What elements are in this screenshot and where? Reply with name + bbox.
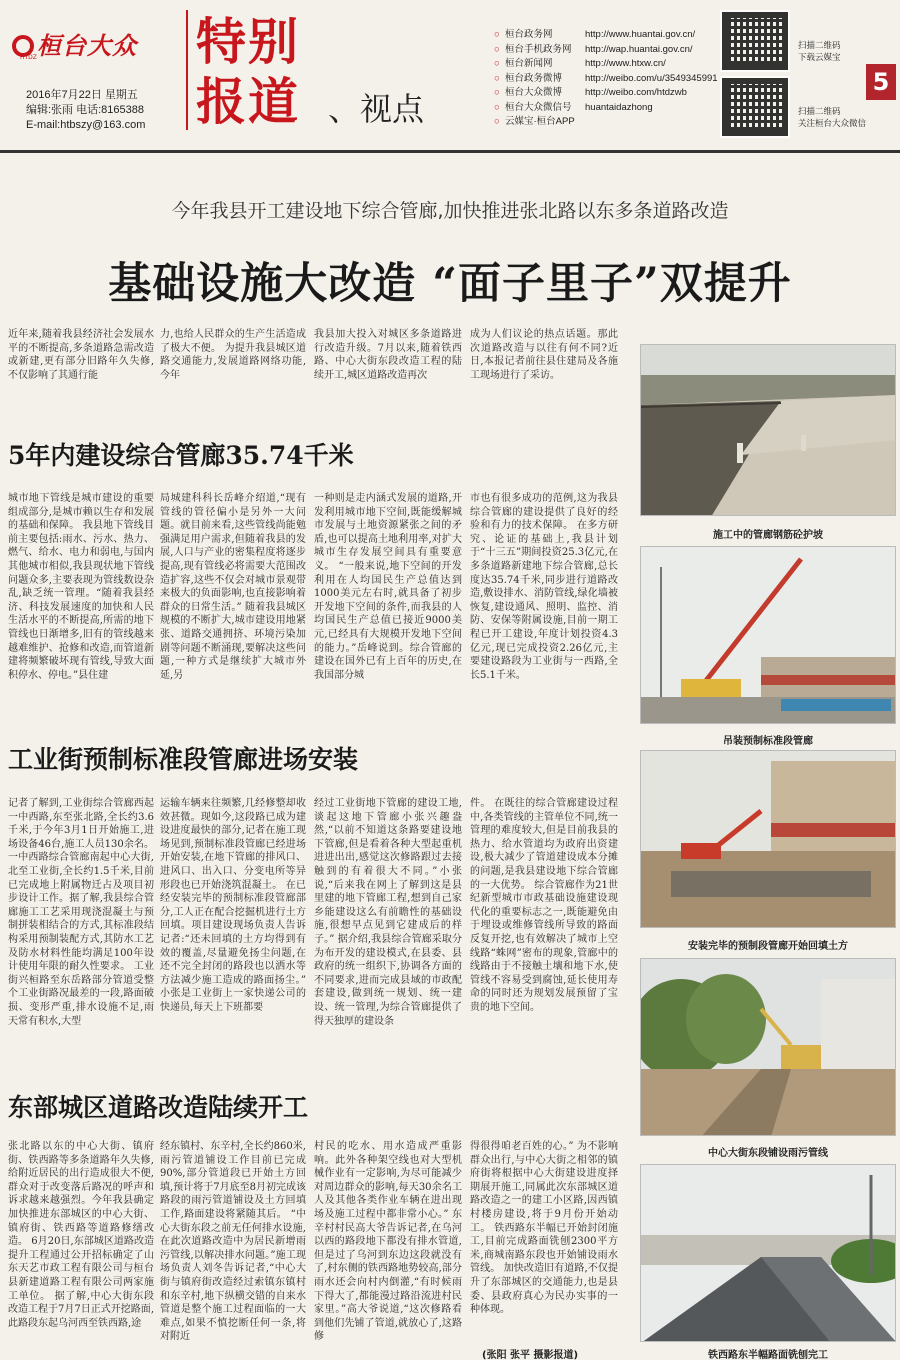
qr-code-wechat[interactable]	[722, 78, 788, 136]
masthead-rule	[0, 150, 900, 153]
photo-caption-4: 中心大街东段铺设雨污管线	[708, 1148, 828, 1159]
photo-milled-road	[640, 1164, 896, 1342]
bullet-icon: ○	[494, 43, 500, 55]
photo-caption-1: 施工中的管廊钢筋砼护坡	[713, 530, 823, 541]
photo-credit: (张阳 张平 摄影报道)	[482, 1350, 579, 1360]
section-2-col-1: 记者了解到,工业街综合管廊西起一中西路,东至张北路,全长约3.6千米,于今年3月1日开始施工,进场设备46台,施工人员130余名。一中西路综合管廊南起中心大街,北至工业街,全长约1.5千米,目前已完成地上附属物迁占及项目初步设计工作。据了解,我县综合管廊施工工艺采用现浇混凝土与预制拼装相结合的方式,其标准段结构采用预制装配方式,其防水工艺及防水材料性能均满足100年设计使用年限的耐久性要求。 工业街兴桓路至东岳路部分管道受整个工业街路况最差的一段,路面破损、变形严重,排水设施不足,雨天常有积水,大型	[8, 798, 154, 1027]
photo-backfill	[640, 750, 896, 928]
issue-date: 2016年7月22日 星期五	[26, 89, 138, 101]
page-number-badge: 5	[866, 64, 896, 100]
contact-item[interactable]: ○ 桓台政务微博 http://weibo.com/u/3549345991	[494, 72, 718, 87]
logo-text: 桓台大众	[37, 31, 137, 60]
intro-col-3: 我县加大投入对城区多条道路进行改造升级。7月以来,随着铁西路、中心大街东段改造工程的陆续开工,城区道路改造再次	[314, 329, 462, 381]
contact-item[interactable]: ○ 桓台手机政务网 http://wap.huantai.gov.cn/	[494, 43, 718, 58]
photo-crane-lifting	[640, 546, 896, 724]
photo-caption-5: 铁西路东半幅路面铣刨完工	[708, 1350, 828, 1360]
qr-label-wechat: 扫描二维码 关注桓台大众微信	[798, 107, 867, 129]
backfill-photo-graphic	[641, 751, 896, 928]
bullet-icon: ○	[494, 116, 500, 127]
email-line: E-mail:htbszy@163.com	[26, 119, 146, 131]
logo-subtext: HTDZ	[20, 54, 37, 61]
bullet-icon: ○	[494, 72, 500, 84]
road-photo-graphic	[641, 1165, 896, 1342]
contact-item[interactable]: ○ 桓台大众微博 http://weibo.com/htdzwb	[494, 86, 718, 101]
editor-line: 编辑:张雨 电话:8165388	[26, 104, 144, 116]
contact-list	[494, 28, 718, 130]
qr-code-app[interactable]	[722, 12, 788, 70]
photo-trench-retaining-wall	[640, 344, 896, 516]
section-3-col-1: 张北路以东的中心大街、镇府街、铁西路等多条道路年久失修,给附近居民的出行造成很大不便,群众对于改变落后路况的呼声和诉求越来越强烈。今年我县确定加快推进东部城区的中心大街、镇府街、铁西路等道路修缮改造。 6月20日,东部城区道路改造提升工程通过公开招标确定了山东天艺市政工程有限公司与桓台县新建道路工程有限公司两家施工单位。 据了解,中心大街东段改造工程于7月7日正式开挖路面,此路段东起乌河西至铁西路,途	[8, 1141, 154, 1329]
section-2-col-4: 件。 在既往的综合管廊建设过程中,各类管线的主管单位不同,统一管理的难度较大,但是目前我县的热力、给水管道均为政府出资建设,极大减少了管道建设成本分摊的问题,是我县建设地下综合管廊的一大优势。 综合管廊作为21世纪新型城市市政基础设施建设现代化的重要标志之一,既能避免由于埋设或维修管线所导致的路面反复开挖,也有效解决了城市上空线路“蛛网”密布的现象,管廊中的线路由于不接触土壤和地下水,使管线不容易受到腐蚀,延长使用寿命的同时还为规划发展预留了宝贵的地下空间。	[470, 798, 618, 1013]
section-3-col-4: 得很得咱老百姓的心。” 为不影响群众出行,与中心大街之相邻的镇府街将根据中心大街建设进度择期展开施工,同属此次东部城区道路改造之一的建工小区路,因西镇村楼房建设,将于9月份开始动工。 铁西路东半幅已开始封闭施工,目前完成路面铣刨2300平方米,商城南路东段也开始铺设雨水管线。 加快改造旧有道路,不仅提升了东部城区的交通能力,也是县委、县政府真心为民办实事的一种体现。	[470, 1141, 618, 1316]
contact-item[interactable]: ○ 桓台大众微信号 huantaidazhong	[494, 101, 718, 116]
photo-caption-2: 吊装预制标准段管廊	[723, 736, 813, 747]
column-name: 、 视点	[328, 84, 424, 130]
section-3-col-3: 村民的吃水、用水造成严重影响。此外各种架空线也对大型机械作业有一定影响,为尽可能减少对周边群众的影响,每天30余名工人及其他各类作业车辆在进出现场及施工过程中都非常小心。” 东辛村村民高大爷告诉记者,在乌河以西的路段地下都没有排水管道,但是过了乌河到东边这段就没有了,村东侧的铁西路地势较高,部分雨水还会向村内倒灌,“有时候雨下得大了,都能漫过路沿流进村民家里。”高大爷说道,“这次修路看到他们先铺了管道,就放心了,这路修	[314, 1141, 462, 1343]
masthead-divider	[186, 10, 188, 130]
section-1-col-1: 城市地下管线是城市建设的重要组成部分,是城市赖以生存和发展的基础和保障。 我县地下管线目前主要包括:雨水、污水、热力、燃气、给水、电力和弱电,与国内其他城市相似,我县现状地下管线问题众多,主要表现为管线数设杂乱,缺乏统一管理。“随着我县经济、科技发展速度的加快和人民生活水平的不断提高,所需的地下管线也日渐增多,旧有的管线越来越难维护、抢修和改造,而管道新建将频繁破坏现有管线,导致大面积停水、停电。”县住建	[8, 493, 154, 681]
photo-sewer-pipes	[640, 958, 896, 1136]
intro-col-1: 近年来,随着我县经济社会发展水平的不断提高,多条道路急需改造或新建,更有部分旧路年久失修,不仅影响了其通行能	[8, 329, 154, 381]
intro-col-2: 力,也给人民群众的生产生活造成了极大不便。 为提升我县城区道路交通能力,发展道路网络功能,今年	[160, 329, 306, 381]
section-2-col-2: 运输车辆来往频繁,几经修整却收效甚微。现如今,这段路已成为建设进度最快的部分,记者在施工现场见到,预制标准段管廊已经进场开始安装,在地下管廊的排风口、进风口、出入口、分变电所等异形段也已开始浇筑混凝土。 在已经安装完毕的预制标准段管廊部分,工人正在配合挖掘机进行土方回填。项目建设现场负责人告诉记者:“还未回填的土方均得到有效的覆盖,尽量避免扬尘问题,在还不完全封闭的路段也以洒水等方法减少施工造成的路面扬尘。” 小张是工业街上一家快递公司的快递员,每天上下班都要	[160, 798, 306, 1013]
bullet-icon: ○	[494, 87, 500, 98]
section-title-3: 东部城区道路改造陆续开工	[8, 1093, 309, 1122]
section-2-col-3: 经过工业街地下管廊的建设工地,谈起这地下管廊小张兴趣盎然,“以前不知道这条路要建设地下管廊,但是看着各种大型起重机进进出出,感觉这次修路跟过去接触到的有着很大不同。”小张说,“后来我在网上了解到这是县里建的地下管廊工程,想到自己家乡能建设这么有前瞻性的基础设施,很想早点见到它建成后的样子。” 据介绍,我县综合管廊采取分为布开发的建设模式,在县委、县政府的统一组织下,协调各方面的不同要求,进而完成县域的市政配套建设,做到统一规划、统一建设、统一管理,为综合管廊提供了得天独厚的建设条	[314, 798, 462, 1027]
article-headline: 基础设施大改造 “面子里子”双提升	[108, 259, 792, 309]
contact-item[interactable]: ○ 桓台新闻网 http://www.htxw.cn/	[494, 57, 718, 72]
section-title-2: 工业街预制标准段管廊进场安装	[8, 745, 359, 774]
intro-col-4: 成为人们议论的热点话题。那此次道路改造与以往有何不同?近日,本报记者前往县住建局及各施工现场进行了采访。	[470, 329, 618, 381]
section-3-col-2: 经东镇村、东辛村,全长约860米,雨污管道铺设工作目前已完成90%,部分管道段已开始土方回填,预计将于7月底至8月初完成该路段的雨污管道铺设及土方回填工作,路面建设将紧随其后。 “中心大街东段之前无任何排水设施,在此次道路改造中为居民新增雨污管线,以解决排水问题。”施工现场负责人刘冬告诉记者,“中心大街与镇府街改造经过索镇东镇村和东辛村,地下纵横交错的自来水管道是整个施工过程面临的一大难点,如果不慎挖断任何一条,将对附近	[160, 1141, 306, 1343]
photo-caption-3: 安装完毕的预制段管廊开始回填土方	[688, 941, 848, 952]
trench-photo-graphic	[641, 345, 896, 516]
contact-item[interactable]: ○ 云媒宝·桓台APP	[494, 115, 718, 130]
qr-label-app: 扫描二维码 下载云媒宝	[798, 41, 841, 63]
sewer-photo-graphic	[641, 959, 896, 1136]
special-report-title-1: 特别	[196, 13, 300, 71]
contact-item[interactable]: ○ 桓台政务网 http://www.huantai.gov.cn/	[494, 28, 718, 43]
section-1-col-3: 一种则是走内涵式发展的道路,开发利用城市地下空间,既能缓解城市发展与土地资源紧张之间的矛盾,也可以提高土地利用率,对扩大城市生存发展空间具有重要意义。 “一般来说,地下空间的开发利用在人均国民生产总值达到1000美元左右时,就具备了初步开发地下空间的条件,而我县的人均国民生产总值已接近9000美元,已经具有大规模开发地下空间的能力。”岳峰说到。综合管廊的建设在国外已有上百年的历史,在我国部分城	[314, 493, 462, 681]
crane-photo-graphic	[641, 547, 896, 724]
section-title-1: 5年内建设综合管廊35.74千米	[8, 441, 354, 470]
section-1-col-2: 局城建科科长岳峰介绍道,“现有管线的管径偏小是另外一大问题。就目前来看,这些管线尚能勉强满足用户需求,但随着我县的发展,人口与产业的密集程度将逐步提高,现有管线必将需要大范围改造扩容,这些不仅会对城市景观带来极大的负面影响,也直接影响着群众的日常生活。” 随着我县城区规模的不断扩大,城市建设用地紧张、道路交通拥挤、环境污染加剧等问题不断涌现,要解决这些问题,一种方式是继续扩大城市外延,另	[160, 493, 306, 681]
bullet-icon: ○	[494, 29, 500, 40]
bullet-icon: ○	[494, 58, 500, 69]
article-subhead: 今年我县开工建设地下综合管廊,加快推进张北路以东多条道路改造	[171, 200, 729, 222]
section-1-col-4: 市也有很多成功的范例,这为我县综合管廊的建设提供了良好的经验和有力的技术保障。 在多方研究、论证的基础上,我县计划于“十三五”期间投资25.3亿元,在多条道路新建地下综合管廊,总长度达35.74千米,同步进行道路改造,敷设排水、消防管线,绿化墙被恢复,建设通风、照明、监控、消防、安保等附属设施,目前一期工程已开工建设,年度计划投资4.3亿元,现已完成投资2.26亿元,主要建设路段为工业街与一西路,全长5.1千米。	[470, 493, 618, 681]
special-report-title-2: 报道	[196, 73, 300, 131]
bullet-icon: ○	[494, 101, 500, 113]
